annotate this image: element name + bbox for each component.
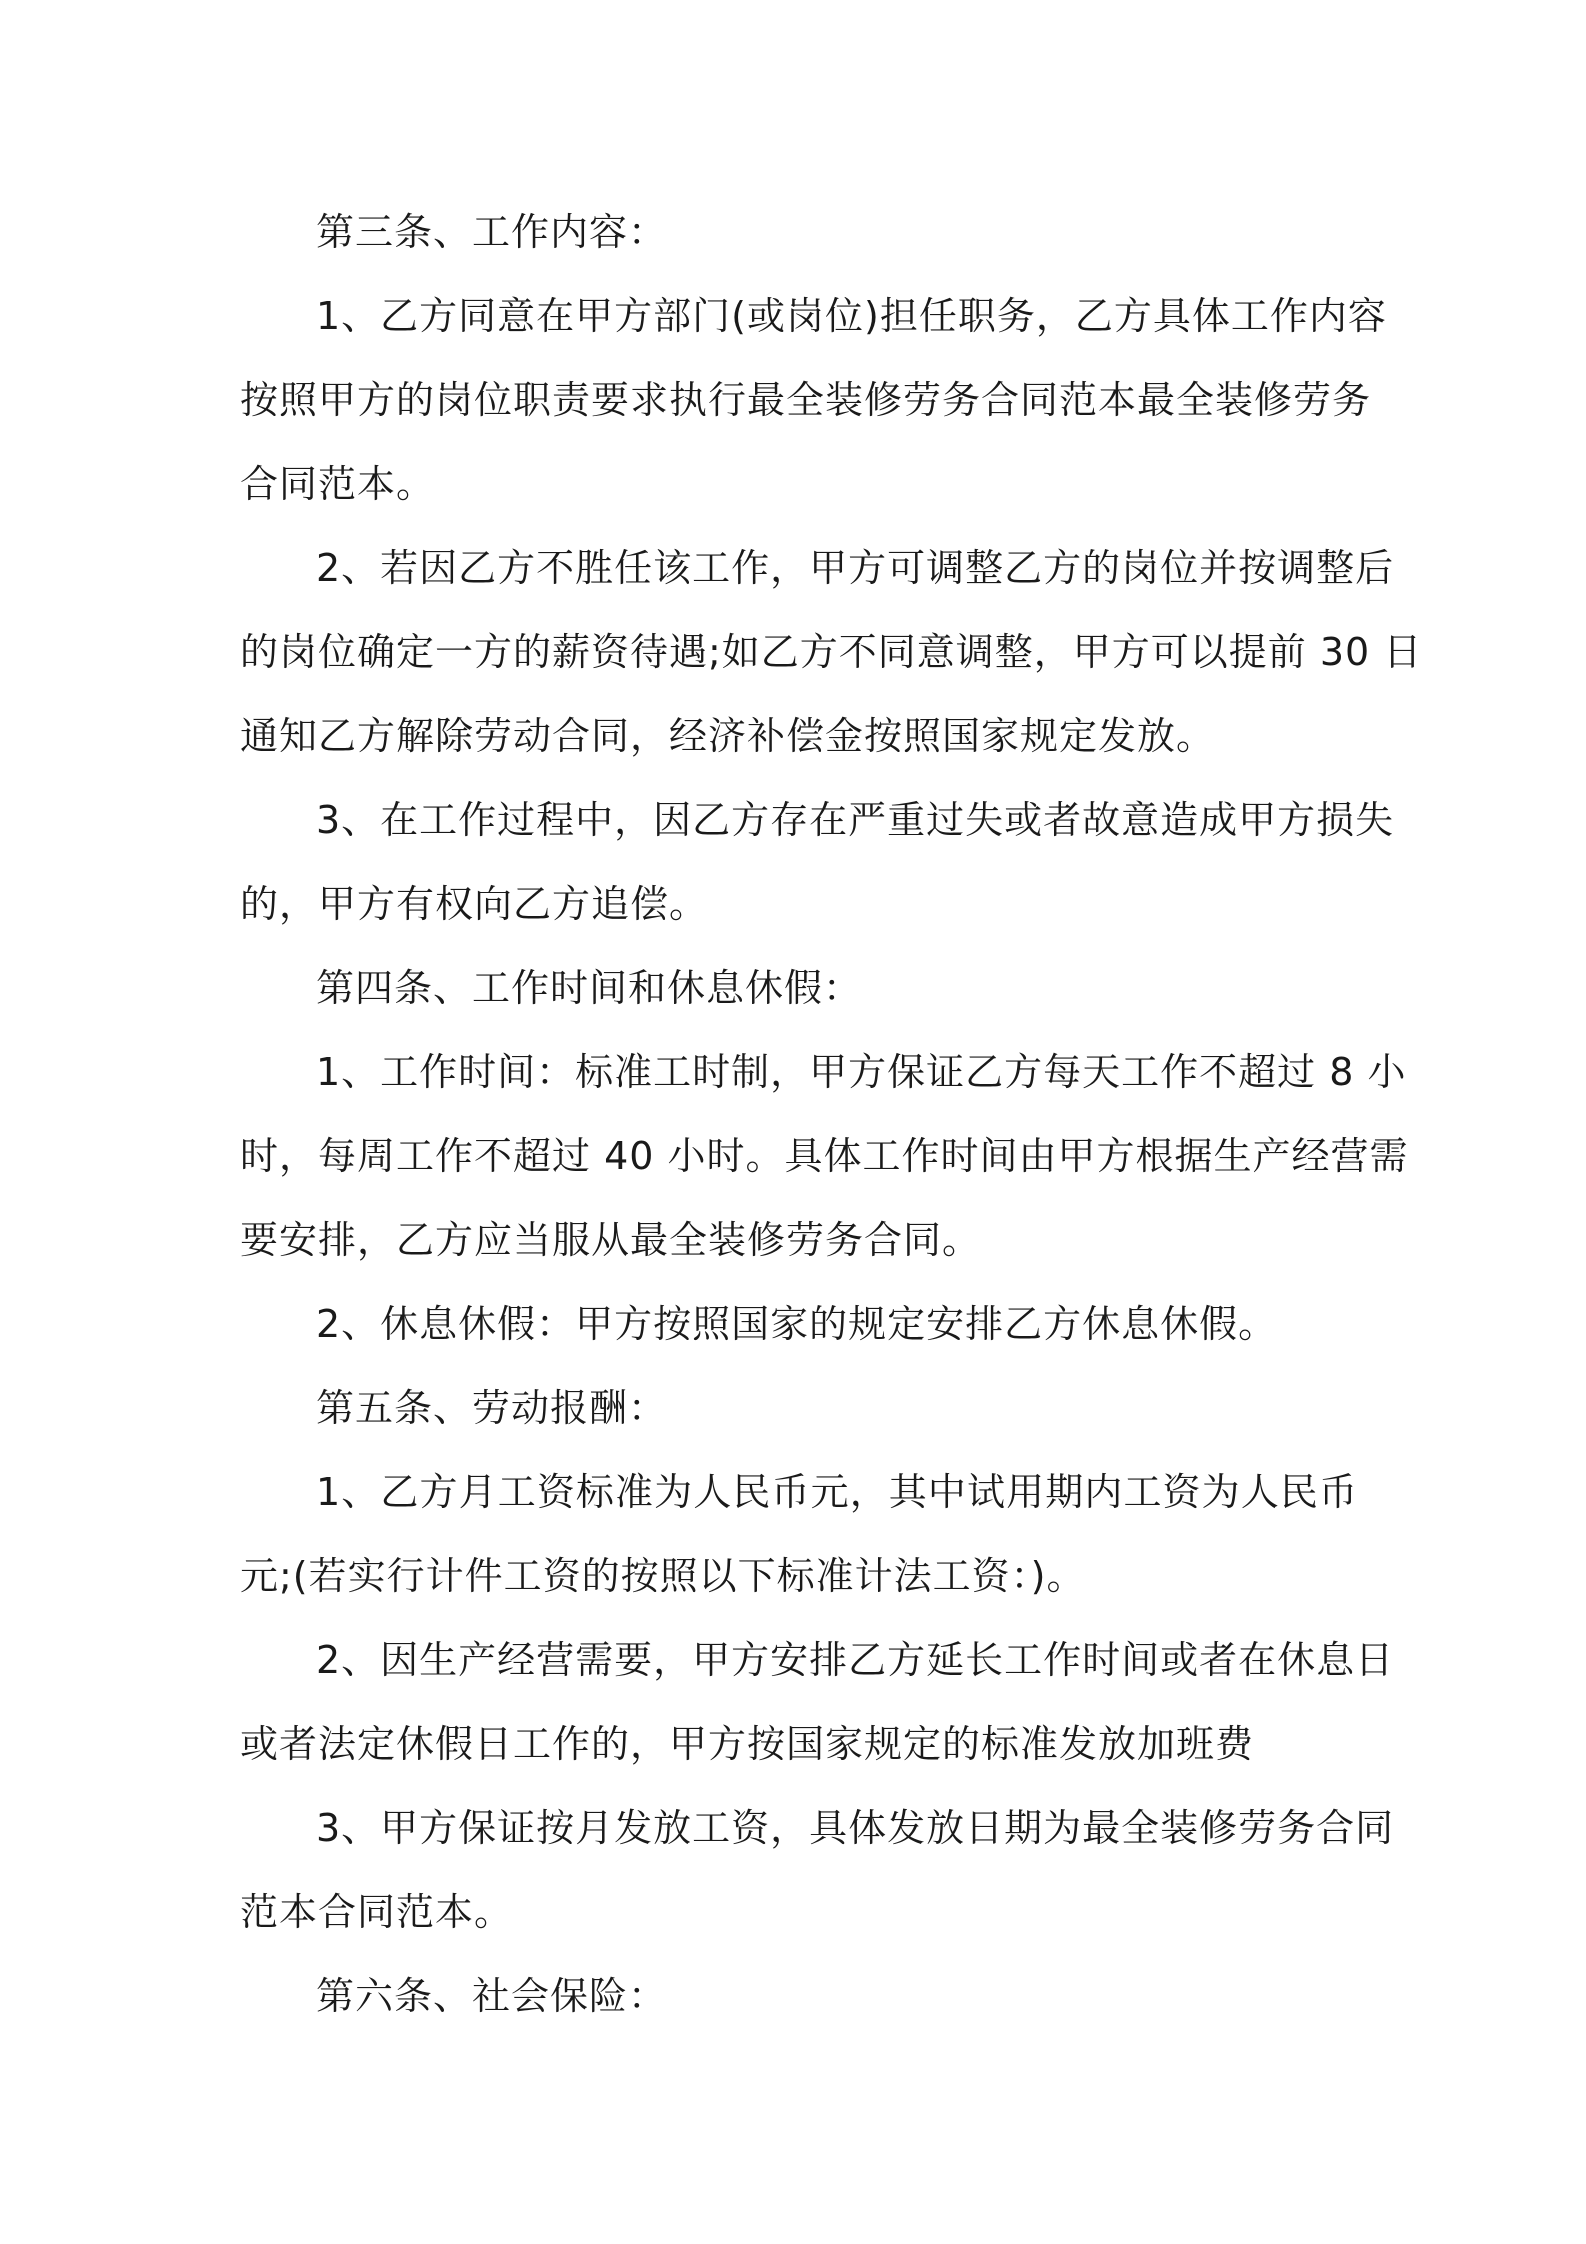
paragraph-line: 范本合同范本。 bbox=[240, 1890, 514, 1934]
section-heading-4: 第四条、工作时间和休息休假： bbox=[316, 966, 863, 1010]
paragraph-line: 3、在工作过程中，因乙方存在严重过失或者故意造成甲方损失 bbox=[316, 798, 1395, 842]
paragraph-line: 3、甲方保证按月发放工资，具体发放日期为最全装修劳务合同 bbox=[316, 1806, 1395, 1850]
document-body bbox=[240, 190, 1423, 2038]
paragraph-line: 合同范本。 bbox=[240, 462, 436, 506]
paragraph-line: 通知乙方解除劳动合同，经济补偿金按照国家规定发放。 bbox=[240, 714, 1216, 758]
paragraph-line: 或者法定休假日工作的，甲方按国家规定的标准发放加班费 bbox=[240, 1722, 1255, 1766]
paragraph-line: 按照甲方的岗位职责要求执行最全装修劳务合同范本最全装修劳务 bbox=[240, 378, 1372, 422]
paragraph-line: 时，每周工作不超过 40 小时。具体工作时间由甲方根据生产经营需 bbox=[240, 1134, 1409, 1178]
paragraph-line: 1、乙方同意在甲方部门(或岗位)担任职务，乙方具体工作内容 bbox=[316, 294, 1387, 338]
paragraph-line: 的岗位确定一方的薪资待遇;如乙方不同意调整，甲方可以提前 30 日 bbox=[240, 630, 1423, 674]
paragraph-line: 2、休息休假：甲方按照国家的规定安排乙方休息休假。 bbox=[316, 1302, 1278, 1346]
paragraph-line: 的，甲方有权向乙方追偿。 bbox=[240, 882, 709, 926]
paragraph-line: 2、若因乙方不胜任该工作，甲方可调整乙方的岗位并按调整后 bbox=[316, 546, 1395, 590]
section-heading-3: 第三条、工作内容： bbox=[316, 210, 668, 254]
section-heading-5: 第五条、劳动报酬： bbox=[316, 1386, 668, 1430]
paragraph-line: 1、工作时间：标准工时制，甲方保证乙方每天工作不超过 8 小 bbox=[316, 1050, 1407, 1094]
paragraph-line: 1、乙方月工资标准为人民币元，其中试用期内工资为人民币 bbox=[316, 1470, 1358, 1514]
paragraph-line: 要安排，乙方应当服从最全装修劳务合同。 bbox=[240, 1218, 982, 1262]
section-heading-6: 第六条、社会保险： bbox=[316, 1974, 668, 2018]
paragraph-line: 元;(若实行计件工资的按照以下标准计法工资：)。 bbox=[240, 1554, 1086, 1598]
paragraph-line: 2、因生产经营需要，甲方安排乙方延长工作时间或者在休息日 bbox=[316, 1638, 1395, 1682]
